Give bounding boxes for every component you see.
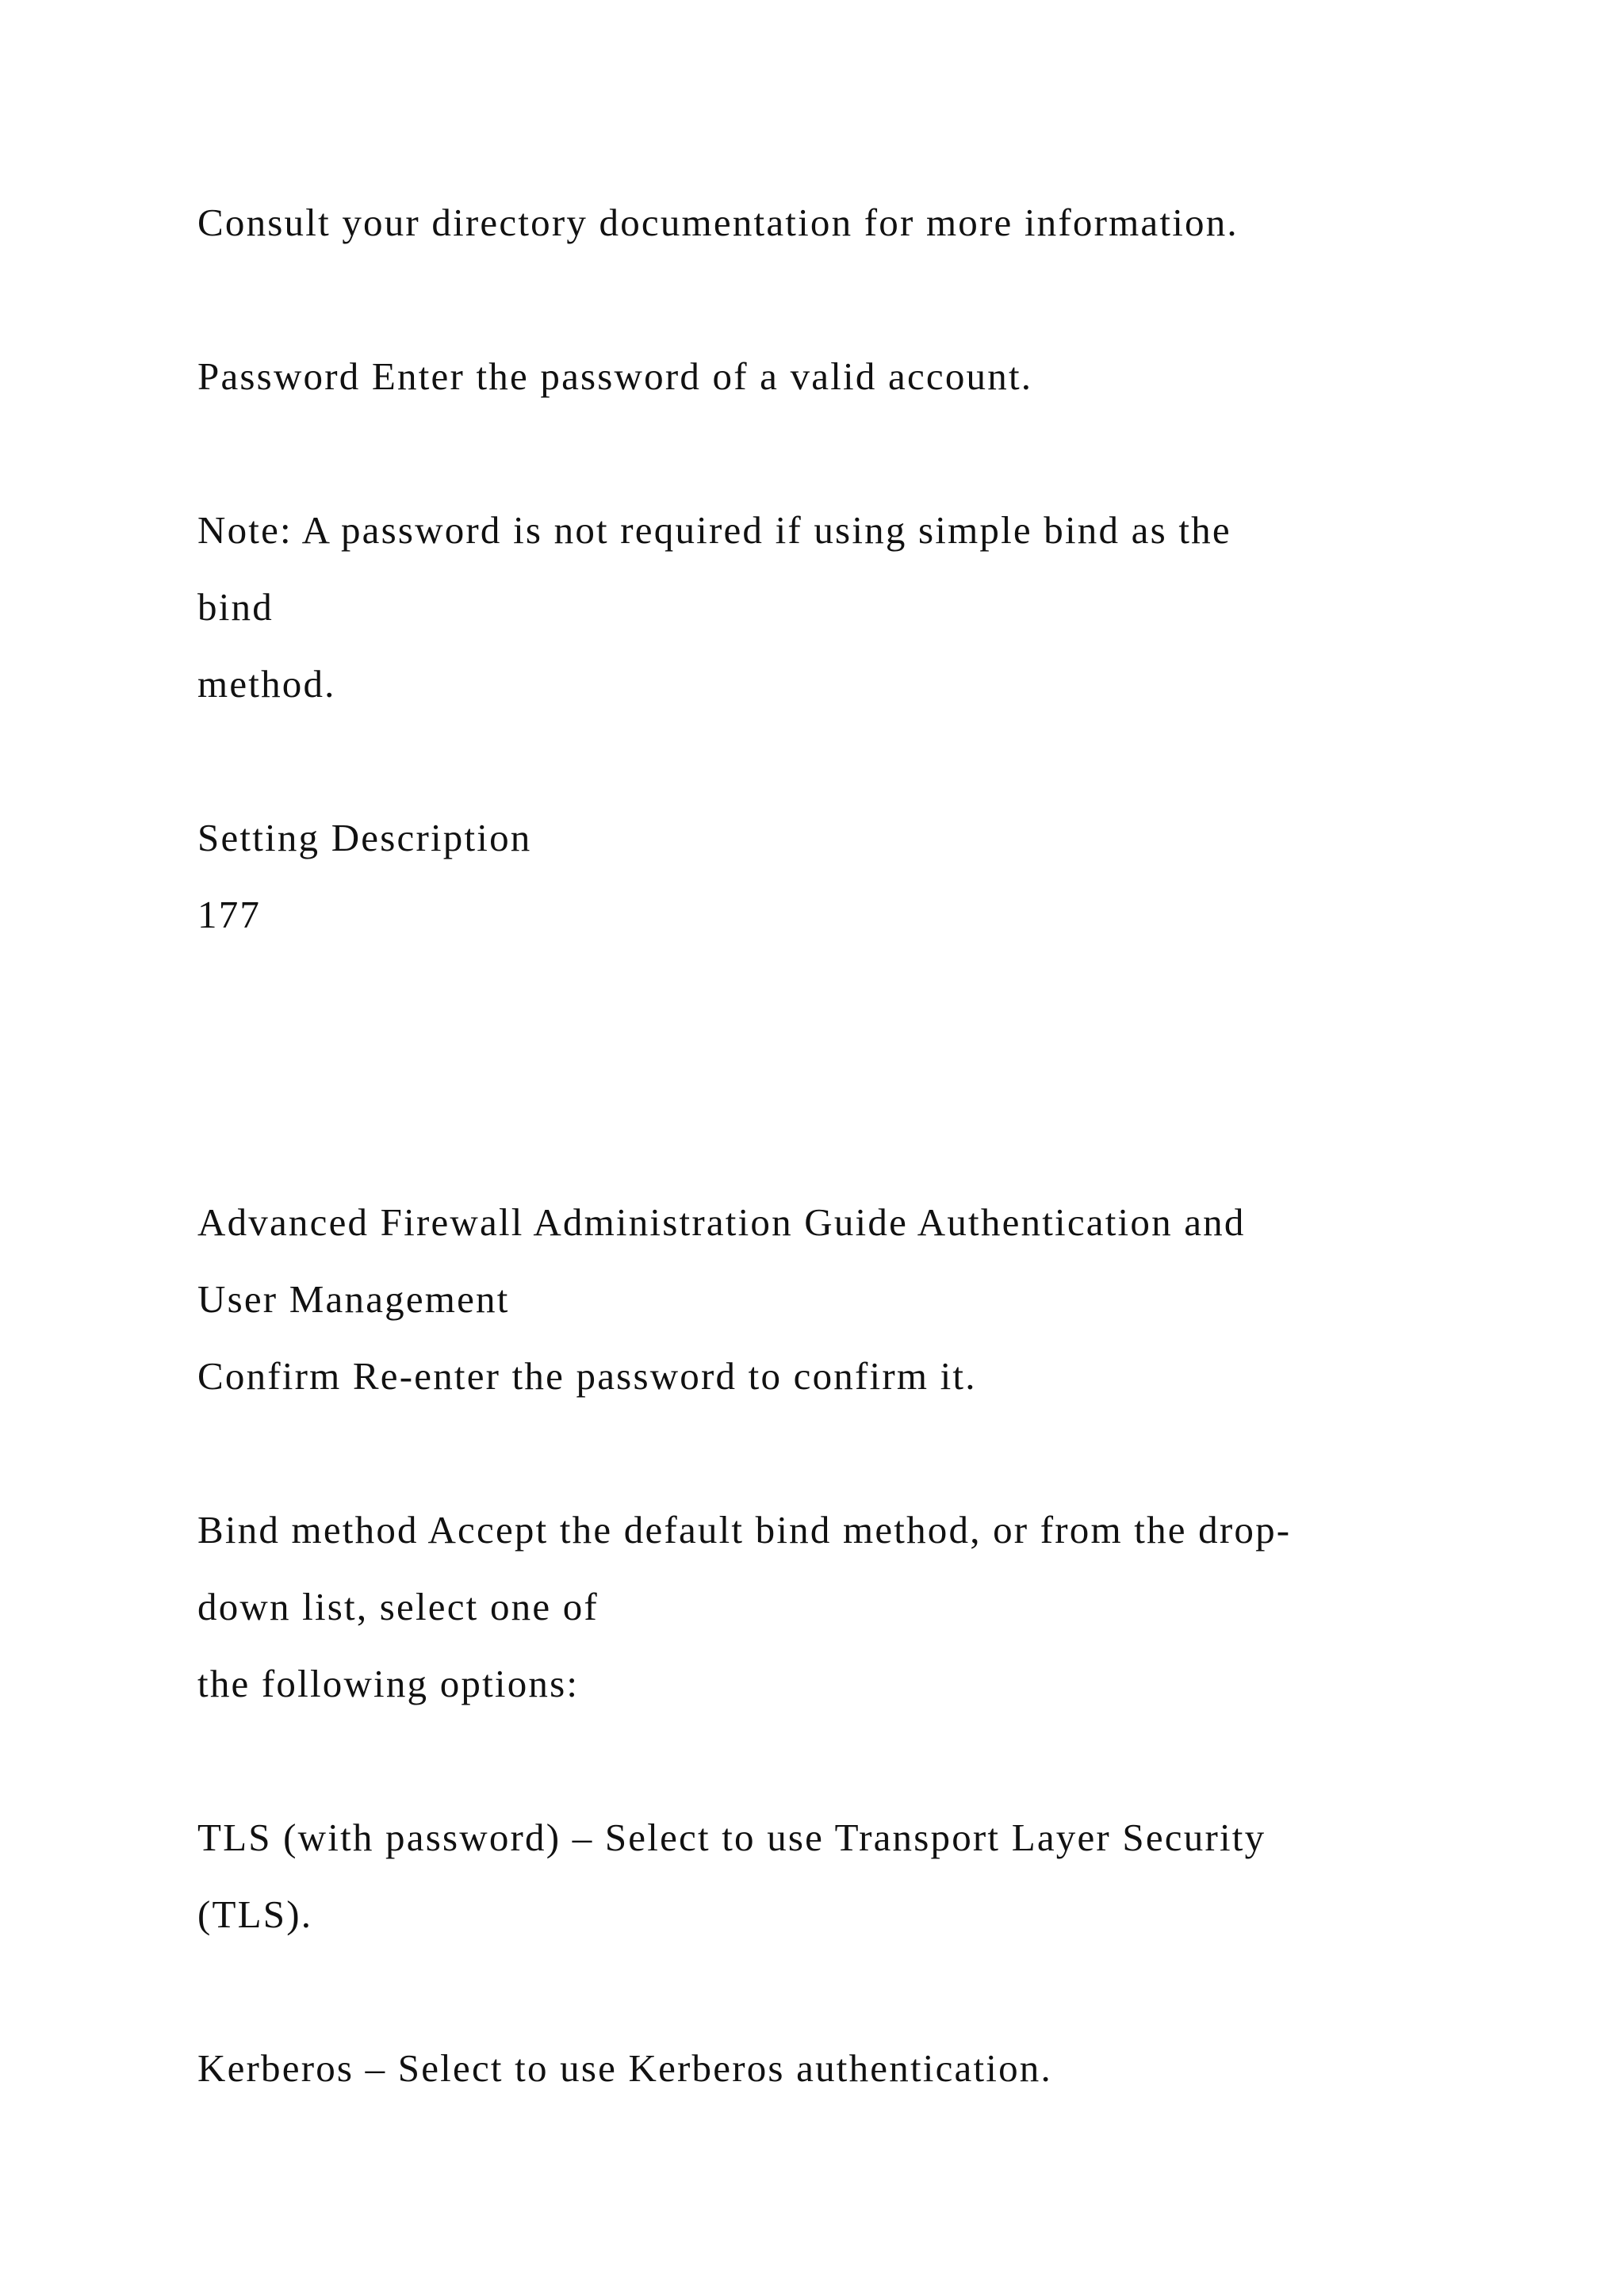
text-line-note: Note: A password is not required if using simple bind as the: [197, 508, 1231, 552]
running-header-line-2: User Management: [197, 1277, 510, 1321]
text-line-method: method.: [197, 662, 336, 706]
text-line-kerberos: Kerberos – Select to use Kerberos authentication.: [197, 2046, 1052, 2090]
text-line-password: Password Enter the password of a valid account.: [197, 354, 1033, 398]
text-line-bind: bind: [197, 585, 274, 629]
text-line-consult: Consult your directory documentation for more information.: [197, 201, 1239, 244]
page-number: 177: [197, 893, 262, 936]
text-line-dropdown: down list, select one of: [197, 1585, 599, 1628]
text-line-confirm: Confirm Re-enter the password to confirm it.: [197, 1354, 977, 1398]
text-line-options: the following options:: [197, 1662, 580, 1705]
running-header-line-1: Advanced Firewall Administration Guide Authentication and: [197, 1200, 1246, 1244]
text-line-setting-description: Setting Description: [197, 816, 532, 859]
text-line-bind-method: Bind method Accept the default bind method, or from the drop-: [197, 1508, 1292, 1552]
text-line-tls-abbrev: (TLS).: [197, 1892, 313, 1936]
text-line-tls: TLS (with password) – Select to use Transport Layer Security: [197, 1816, 1266, 1859]
